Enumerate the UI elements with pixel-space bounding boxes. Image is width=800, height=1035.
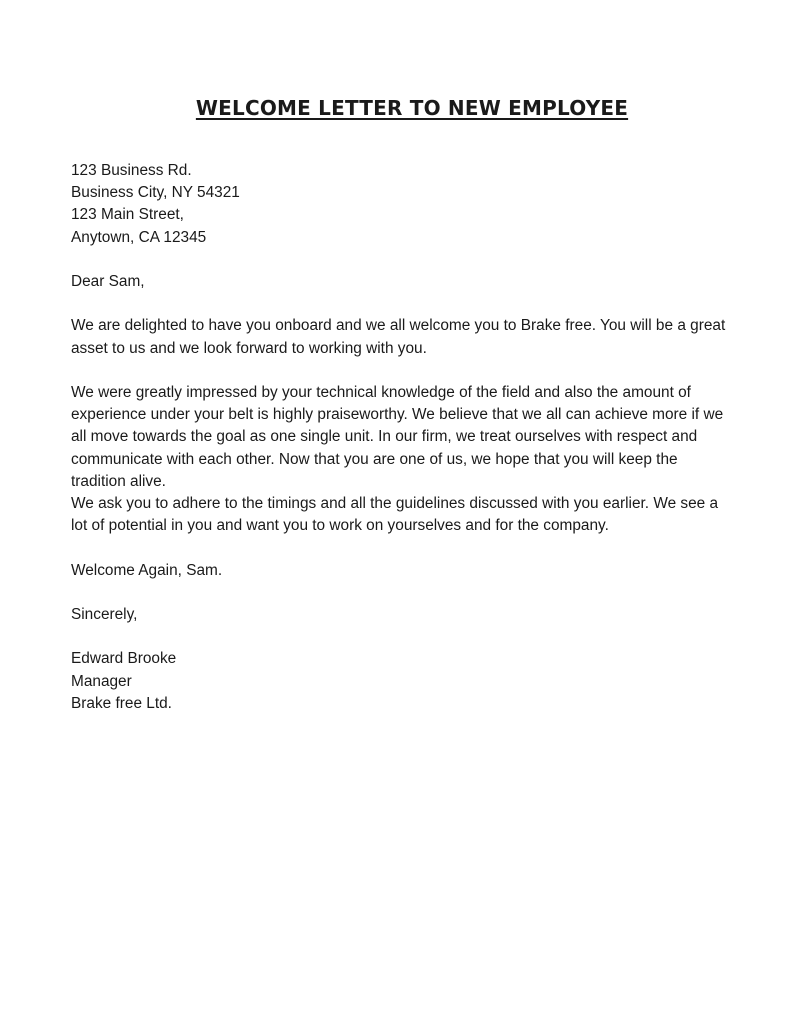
- address-line-3: 123 Main Street,: [71, 206, 184, 224]
- address-line-1: 123 Business Rd.: [71, 162, 192, 179]
- letter-title-text: WELCOME LETTER TO NEW EMPLOYEE: [195, 96, 629, 120]
- address-line-4: Anytown, CA 12345: [71, 228, 207, 246]
- signer-company: Brake free Ltd.: [71, 694, 172, 712]
- closing: Sincerely,: [71, 605, 138, 623]
- letter-body: [71, 160, 736, 715]
- salutation: Dear Sam,: [71, 273, 145, 290]
- welcome-again: Welcome Again, Sam.: [71, 561, 223, 579]
- paragraph-guidelines: We ask you to adhere to the timings and all the guidelines discussed with you earlier. We see a lot of potential in you and want you to work on yourselves and for the company.: [71, 495, 719, 535]
- letter-title: [0, 96, 800, 120]
- paragraph-welcome: We are delighted to have you onboard and we all welcome you to Brake free. You will be a great asset to us and we look forward to working with you.: [71, 317, 726, 357]
- paragraph-impressed: We were greatly impressed by your technical knowledge of the field and also the amount of experience under your belt is highly praiseworthy. We believe that we all can achieve more if we all move towards the goal as one single unit. In our firm, we treat ourselves with respect and communicate with each other. Now that you are one of us, we hope that you will keep the tradition alive.: [71, 383, 724, 490]
- address-line-2: Business City, NY 54321: [71, 184, 240, 202]
- signer-title: Manager: [71, 672, 132, 690]
- signer-name: Edward Brooke: [71, 650, 177, 668]
